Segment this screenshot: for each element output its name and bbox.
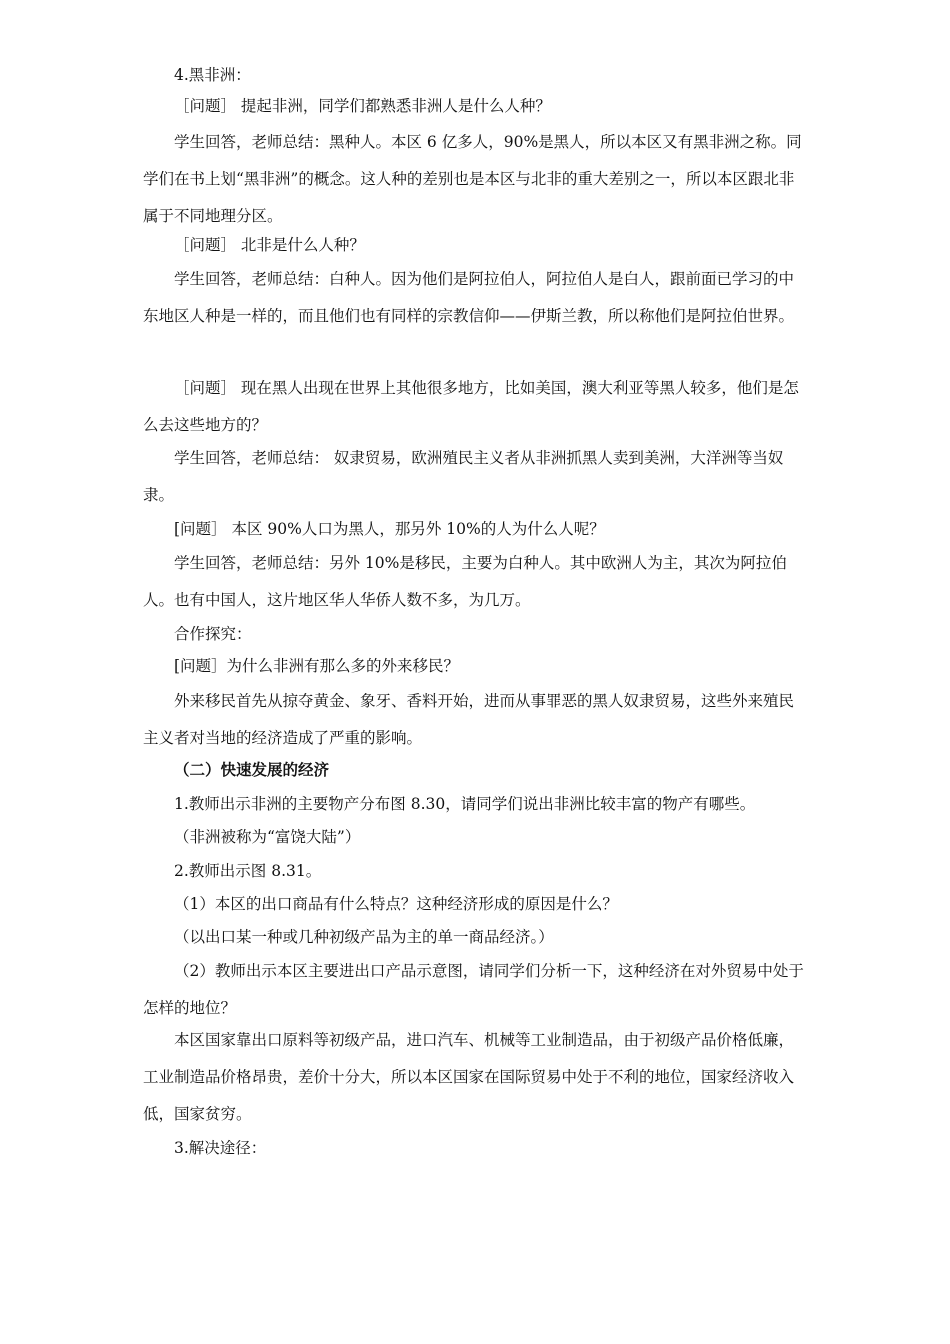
- answer-paragraph: 学生回答，老师总结： 奴隶贸易，欧洲殖民主义者从非洲抓黑人卖到美洲，大洋洲等当奴隶。: [143, 449, 784, 504]
- answer-paragraph: 学生回答，老师总结：黑种人。本区 6 亿多人，90%是黑人，所以本区又有黑非洲之称。同学们在书上划“黑非洲”的概念。这人种的差别也是本区与北非的重大差别之一，所以本区跟北非属于不同地理分区。: [143, 133, 802, 225]
- sub-question: （2）教师出示本区主要进出口产品示意图，请同学们分析一下，这种经济在对外贸易中处于怎样的地位？: [143, 962, 804, 1017]
- question-paragraph: ［问题］ 提起非洲，同学们都熟悉非洲人是什么人种？: [174, 97, 551, 115]
- answer-paragraph: 学生回答，老师总结：白种人。因为他们是阿拉伯人，阿拉伯人是白人，跟前面已学习的中东地区人种是一样的，而且他们也有同样的宗教信仰——伊斯兰教，所以称他们是阿拉伯世界。: [143, 270, 795, 325]
- list-item: 1.教师出示非洲的主要物产分布图 8.30，请同学们说出非洲比较丰富的物产有哪些。: [174, 795, 756, 813]
- section-heading-black-africa: 4.黑非洲：: [174, 66, 251, 84]
- question-paragraph: ［问题］ 现在黑人出现在世界上其他很多地方，比如美国，澳大利亚等黑人较多，他们是怎么去这些地方的？: [143, 379, 799, 434]
- answer-paragraph: 本区国家靠出口原料等初级产品，进口汽车、机械等工业制造品，由于初级产品价格低廉，工业制造品价格昂贵，差价十分大，所以本区国家在国际贸易中处于不利的地位，国家经济收入低，国家贫穷。: [143, 1031, 795, 1123]
- question-paragraph: [问题］为什么非洲有那么多的外来移民？: [174, 657, 460, 675]
- sub-answer: （以出口某一种或几种初级产品为主的单一商品经济。）: [174, 928, 554, 946]
- section-label-cooperative-inquiry: 合作探究：: [174, 625, 252, 643]
- list-item: 3.解决途径：: [174, 1139, 267, 1157]
- section-heading-economy: （二）快速发展的经济: [174, 761, 330, 779]
- list-item: 2.教师出示图 8.31。: [174, 862, 322, 880]
- question-paragraph: [问题］ 本区 90%人口为黑人，那另外 10%的人为什么人呢？: [174, 520, 605, 538]
- list-item-note: （非洲被称为“富饶大陆”）: [174, 828, 361, 846]
- answer-paragraph: 学生回答，老师总结：另外 10%是移民，主要为白种人。其中欧洲人为主，其次为阿拉伯人。也有中国人，这片地区华人华侨人数不多，为几万。: [143, 554, 787, 609]
- answer-paragraph: 外来移民首先从掠夺黄金、象牙、香料开始，进而从事罪恶的黑人奴隶贸易，这些外来殖民主义者对当地的经济造成了严重的影响。: [143, 692, 795, 747]
- sub-question: （1）本区的出口商品有什么特点？这种经济形成的原因是什么？: [174, 895, 618, 913]
- question-paragraph: ［问题］ 北非是什么人种？: [174, 236, 365, 254]
